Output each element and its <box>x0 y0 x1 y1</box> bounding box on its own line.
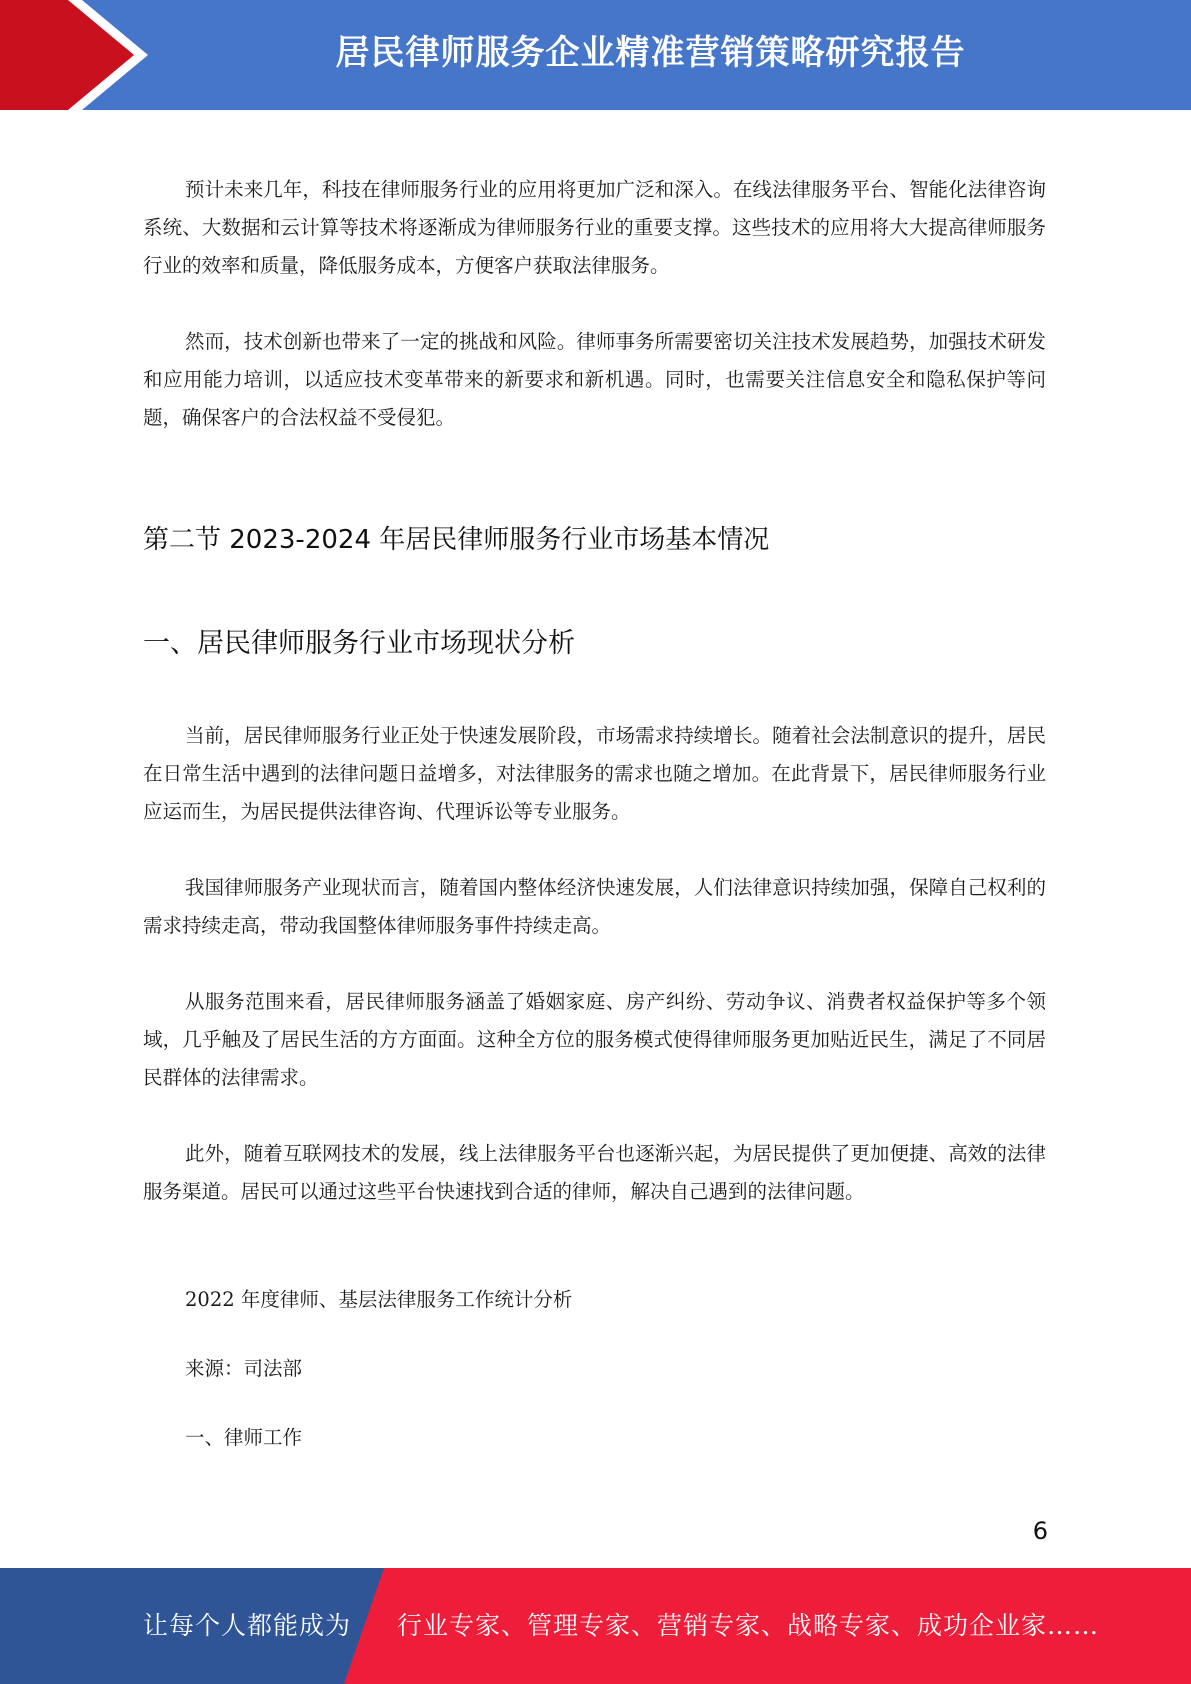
paragraph-tech-challenges: 然而，技术创新也带来了一定的挑战和风险。律师事务所需要密切关注技术发展趋势，加强技术研发和应用能力培训，以适应技术变革带来的新要求和新机遇。同时，也需要关注信息安全和隐私保护等问题，确保客户的合法权益不受侵犯。 <box>143 330 1046 429</box>
paragraph-industry-status: 我国律师服务产业现状而言，随着国内整体经济快速发展，人们法律意识持续加强，保障自己权利的需求持续走高，带动我国整体律师服务事件持续走高。 <box>143 876 1046 937</box>
page-footer <box>0 1568 1191 1684</box>
statistics-title-line: 2022 年度律师、基层法律服务工作统计分析 <box>185 1288 573 1311</box>
header-arrow-decoration <box>0 0 160 110</box>
footer-slogan-left: 让每个人都能成为 <box>143 1611 352 1640</box>
paragraph-service-scope: 从服务范围来看，居民律师服务涵盖了婚姻家庭、房产纠纷、劳动争议、消费者权益保护等多个领域，几乎触及了居民生活的方方面面。这种全方位的服务模式使得律师服务更加贴近民生，满足了不同居民群体的法律需求。 <box>143 990 1046 1089</box>
report-title: 居民律师服务企业精准营销策略研究报告 <box>335 33 966 73</box>
source-line: 来源：司法部 <box>185 1357 303 1380</box>
sub-heading: 一、居民律师服务行业市场现状分析 <box>143 628 575 659</box>
footer-slogan-right: 行业专家、管理专家、营销专家、战略专家、成功企业家…… <box>397 1611 1100 1640</box>
lawyer-work-line: 一、律师工作 <box>185 1426 303 1449</box>
paragraph-online-platforms: 此外，随着互联网技术的发展，线上法律服务平台也逐渐兴起，为居民提供了更加便捷、高效的法律服务渠道。居民可以通过这些平台快速找到合适的律师，解决自己遇到的法律问题。 <box>143 1142 1046 1203</box>
page-header <box>0 0 1191 110</box>
section-heading: 第二节 2023-2024 年居民律师服务行业市场基本情况 <box>143 525 770 555</box>
paragraph-market-status: 当前，居民律师服务行业正处于快速发展阶段，市场需求持续增长。随着社会法制意识的提升，居民在日常生活中遇到的法律问题日益增多，对法律服务的需求也随之增加。在此背景下，居民律师服务行业应运而生，为居民提供法律咨询、代理诉讼等专业服务。 <box>143 724 1046 823</box>
page-number: 6 <box>1032 1517 1048 1545</box>
paragraph-tech-outlook: 预计未来几年，科技在律师服务行业的应用将更加广泛和深入。在线法律服务平台、智能化法律咨询系统、大数据和云计算等技术将逐渐成为律师服务行业的重要支撑。这些技术的应用将大大提高律师服务行业的效率和质量，降低服务成本，方便客户获取法律服务。 <box>143 178 1046 277</box>
